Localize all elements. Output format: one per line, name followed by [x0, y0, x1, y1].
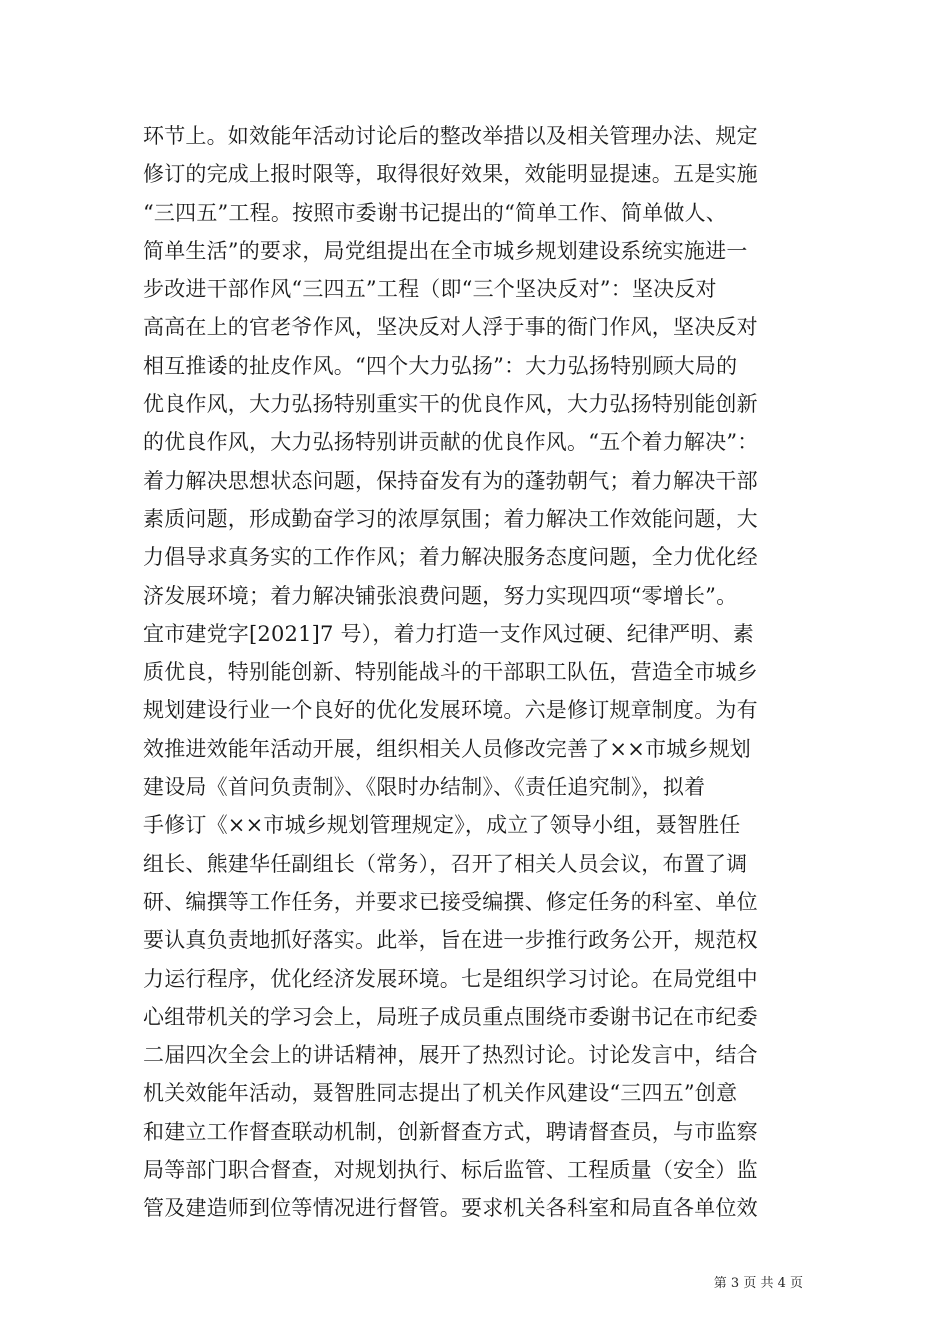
text-line: 修订的完成上报时限等，取得很好效果，效能明显提速。五是实施	[143, 162, 758, 187]
text-line: 步改进干部作风“三四五”工程（即“三个坚决反对”：坚决反对	[143, 277, 717, 302]
body-text	[143, 117, 823, 1228]
text-line: 研、编撰等工作任务，并要求已接受编撰、修定任务的科室、单位	[143, 889, 758, 914]
text-line: 高高在上的官老爷作风，坚决反对人浮于事的衙门作风，坚决反对	[143, 315, 758, 340]
text-line: 济发展环境；着力解决铺张浪费问题，努力实现四项“零增长”。	[143, 583, 738, 608]
text-line: 效推进效能年活动开展，组织相关人员修改完善了××市城乡规划	[143, 736, 751, 761]
text-line: 局等部门职合督查，对规划执行、标后监管、工程质量（安全）监	[143, 1158, 758, 1183]
text-line: 管及建造师到位等情况进行督管。要求机关各科室和局直各单位效	[143, 1196, 758, 1221]
text-line: 规划建设行业一个良好的优化发展环境。六是修订规章制度。为有	[143, 698, 758, 723]
text-line: 质优良，特别能创新、特别能战斗的干部职工队伍，营造全市城乡	[143, 660, 758, 685]
text-line: 着力解决思想状态问题，保持奋发有为的蓬勃朝气；着力解决干部	[143, 468, 758, 493]
text-line: “三四五”工程。按照市委谢书记提出的“简单工作、简单做人、	[143, 200, 728, 225]
text-line: 建设局《首问负责制》、《限时办结制》、《责任追究制》，拟着	[143, 775, 706, 800]
text-line: 二届四次全会上的讲话精神，展开了热烈讨论。讨论发言中，结合	[143, 1043, 758, 1068]
text-line: 组长、熊建华任副组长（常务），召开了相关人员会议，布置了调	[143, 851, 748, 876]
page-number-footer: 第 3 页 共 4 页	[713, 1276, 803, 1291]
text-line: 和建立工作督查联动机制，创新督查方式，聘请督查员，与市监察	[143, 1119, 758, 1144]
text-line: 的优良作风，大力弘扬特别讲贡献的优良作风。“五个着力解决”：	[143, 430, 759, 455]
text-line: 宜市建党字[2021]7 号），着力打造一支作风过硬、纪律严明、素	[143, 621, 754, 646]
text-line: 环节上。如效能年活动讨论后的整改举措以及相关管理办法、规定	[143, 124, 758, 148]
text-line: 心组带机关的学习会上，局班子成员重点围绕市委谢书记在市纪委	[143, 1004, 758, 1029]
text-line: 素质问题，形成勤奋学习的浓厚氛围；着力解决工作效能问题，大	[143, 506, 758, 531]
text-line: 手修订《××市城乡规划管理规定》，成立了领导小组，聂智胜任	[143, 813, 741, 838]
text-line: 要认真负责地抓好落实。此举，旨在进一步推行政务公开，规范权	[143, 928, 758, 953]
text-line: 优良作风，大力弘扬特别重实干的优良作风，大力弘扬特别能创新	[143, 392, 758, 417]
text-line: 力运行程序，优化经济发展环境。七是组织学习讨论。在局党组中	[143, 966, 758, 991]
text-line: 力倡导求真务实的工作作风；着力解决服务态度问题，全力优化经	[143, 545, 758, 570]
text-line: 相互推诿的扯皮作风。“四个大力弘扬”：大力弘扬特别顾大局的	[143, 353, 738, 378]
text-line: 简单生活”的要求，局党组提出在全市城乡规划建设系统实施进一	[143, 238, 748, 263]
text-line: 机关效能年活动，聂智胜同志提出了机关作风建设“三四五”创意	[143, 1081, 738, 1106]
